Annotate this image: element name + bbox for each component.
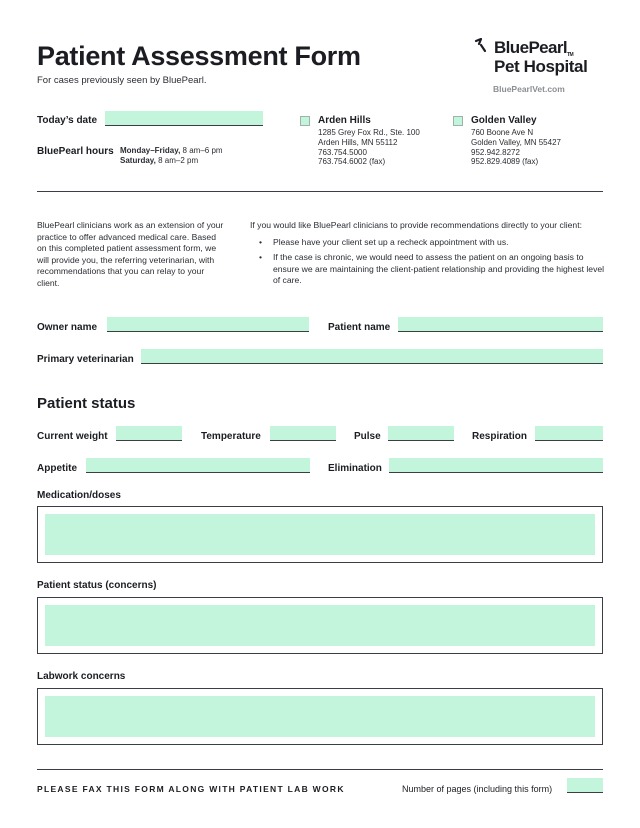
footer-divider [37, 769, 603, 770]
pulse-label: Pulse [354, 431, 381, 442]
weekday-time: 8 am–6 pm [180, 146, 223, 155]
saturday-day: Saturday, [120, 156, 156, 165]
location-phone: 763.754.5000 [318, 147, 367, 157]
labwork-concerns-label: Labwork concerns [37, 671, 126, 682]
location-fax: 952.829.4089 (fax) [471, 157, 539, 167]
labwork-concerns-box [37, 688, 603, 745]
divider [37, 191, 603, 192]
location-name: Arden Hills [318, 115, 371, 126]
page-subtitle: For cases previously seen by BluePearl. [37, 75, 207, 86]
respiration-label: Respiration [472, 431, 528, 442]
appetite-label: Appetite [37, 463, 77, 474]
labwork-concerns-field[interactable] [45, 696, 595, 737]
location-golden-valley [471, 115, 561, 167]
intro-bullet: • If the case is chronic, we would need to assess the patient on an ongoing basis to ensure we are maintaining the client-patient relationship and providing the highest level of care. [250, 252, 610, 287]
owner-name-label: Owner name [37, 322, 98, 333]
status-concerns-field[interactable] [45, 605, 595, 646]
respiration-field[interactable] [535, 426, 603, 441]
location-address2: Arden Hills, MN 55112 [318, 137, 398, 147]
saturday-hours [120, 156, 198, 166]
medication-field[interactable] [45, 514, 595, 555]
status-concerns-label: Patient status (concerns) [37, 580, 157, 591]
location-fax: 763.754.6002 (fax) [318, 157, 386, 167]
elimination-field[interactable] [389, 458, 603, 473]
patient-name-label: Patient name [328, 322, 391, 333]
website-link[interactable]: BluePearlVet.com [493, 84, 565, 94]
golden-valley-checkbox[interactable] [453, 116, 463, 126]
location-name: Golden Valley [471, 115, 537, 126]
page-count-label: Number of pages (including this form) [402, 784, 553, 794]
pulse-field[interactable] [388, 426, 454, 441]
brand-trademark: TM [567, 52, 574, 58]
location-address1: 1285 Grey Fox Rd., Ste. 100 [318, 128, 420, 137]
saturday-time: 8 am–2 pm [155, 156, 199, 165]
patient-name-field[interactable] [398, 317, 603, 332]
page-count-field[interactable] [567, 778, 603, 793]
bluepearl-mark-icon [474, 38, 492, 56]
location-phone: 952.942.8272 [471, 147, 520, 157]
primary-vet-label: Primary veterinarian [37, 354, 134, 365]
intro-bullet: • Please have your client set up a recheck appointment with us. [250, 237, 610, 249]
temperature-label: Temperature [201, 431, 261, 442]
elimination-label: Elimination [328, 463, 382, 474]
arden-hills-checkbox[interactable] [300, 116, 310, 126]
status-concerns-box [37, 597, 603, 654]
weekday-days: Monday–Friday, [120, 146, 181, 155]
todays-date-label: Today’s date [37, 115, 98, 126]
bluepearl-logo [474, 38, 614, 78]
intro-left-text: BluePearl clinicians work as an extension of your practice to offer advanced medical care. Based on this completed patient assessment form, we will provide you, the referring veterinarian, with recommendations that you can relay to your client. [37, 220, 224, 288]
primary-vet-field[interactable] [141, 349, 603, 364]
location-address1: 760 Boone Ave N [471, 128, 534, 137]
todays-date-field[interactable] [105, 111, 263, 126]
location-address2: Golden Valley, MN 55427 [471, 137, 561, 147]
brand-name: BluePearl [494, 38, 568, 57]
brand-subname: Pet Hospital [494, 57, 588, 76]
fax-instructions: PLEASE FAX THIS FORM ALONG WITH PATIENT LAB WORK [37, 784, 345, 794]
current-weight-field[interactable] [116, 426, 182, 441]
hours-label: BluePearl hours [37, 146, 114, 157]
current-weight-label: Current weight [37, 431, 108, 442]
patient-status-heading: Patient status [37, 395, 136, 412]
appetite-field[interactable] [86, 458, 310, 473]
weekday-hours [120, 146, 223, 156]
intro-right-heading: If you would like BluePearl clinicians to provide recommendations directly to your client: [250, 220, 582, 230]
medication-label: Medication/doses [37, 490, 121, 501]
location-arden-hills [318, 115, 420, 167]
temperature-field[interactable] [270, 426, 336, 441]
medication-box [37, 506, 603, 563]
intro-bullets [250, 237, 610, 287]
page-title: Patient Assessment Form [37, 41, 361, 71]
owner-name-field[interactable] [107, 317, 309, 332]
intro-right [250, 220, 610, 291]
